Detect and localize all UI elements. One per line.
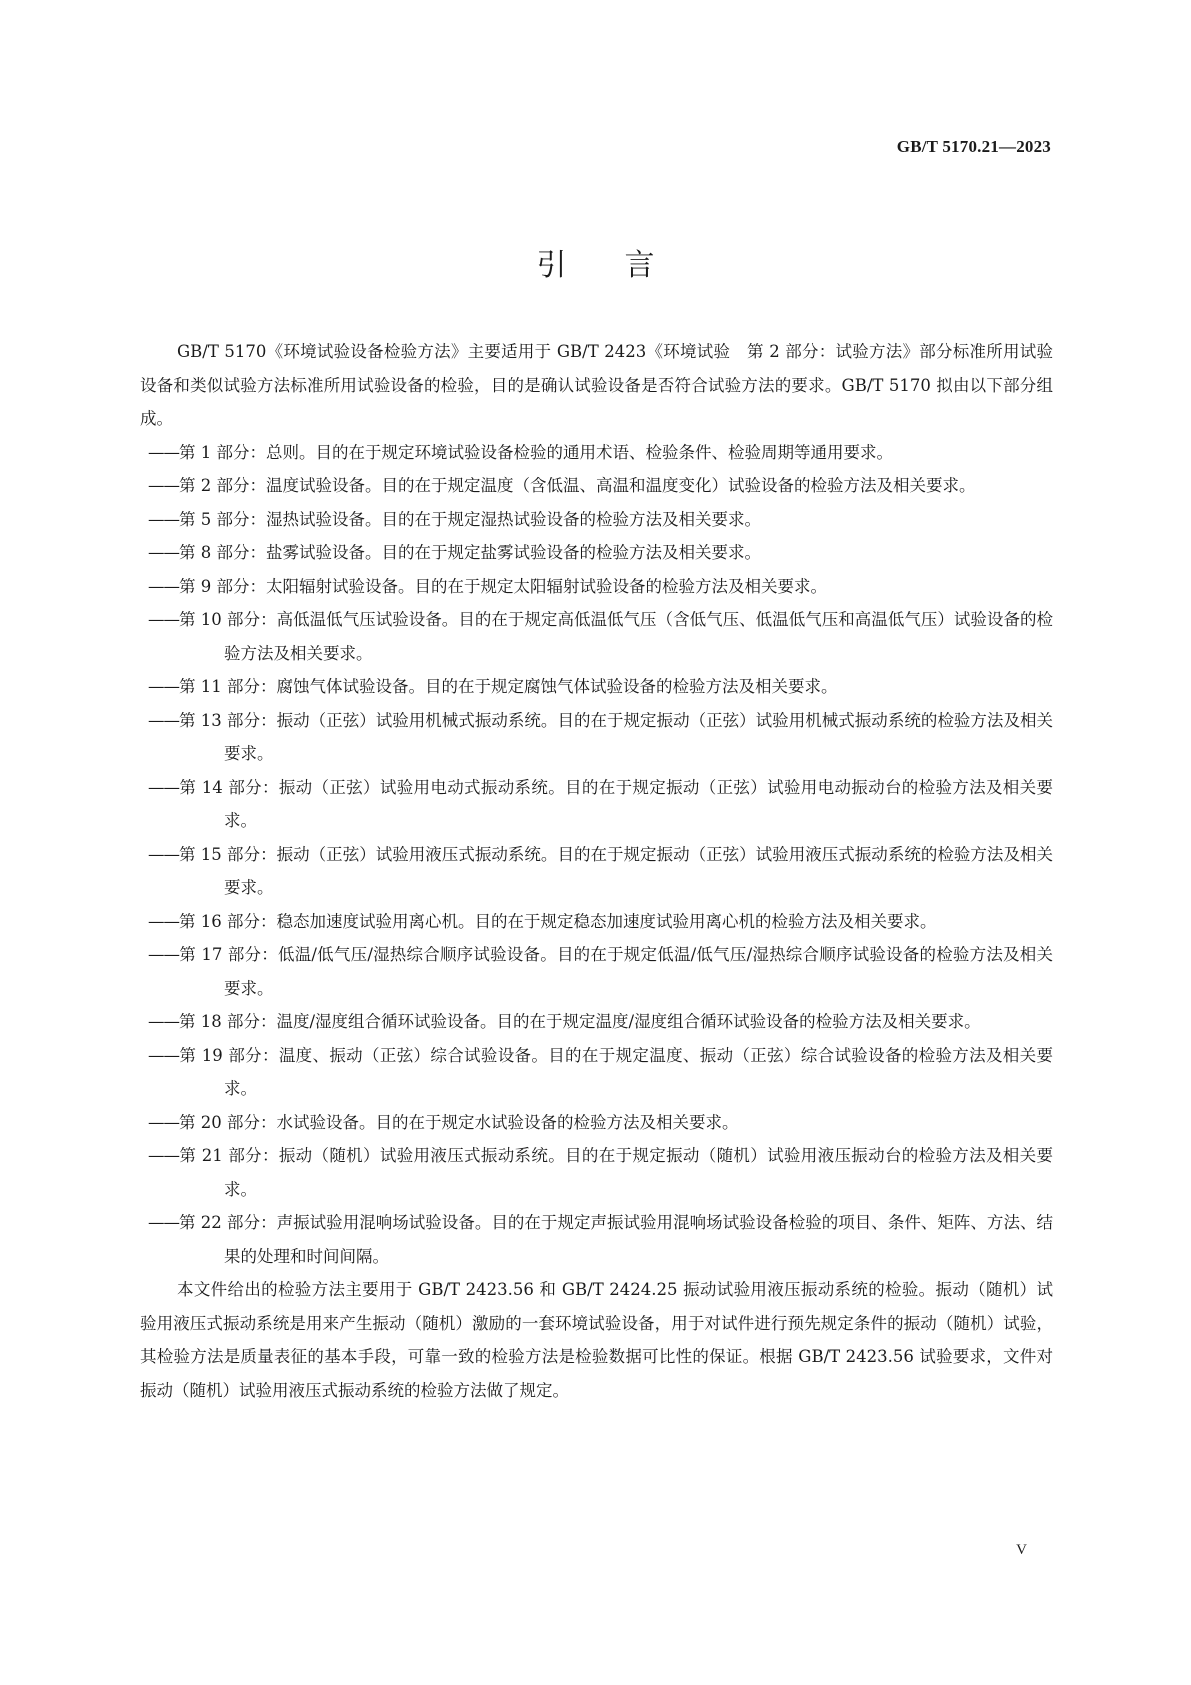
list-item: ——第 10 部分：高低温低气压试验设备。目的在于规定高低温低气压（含低气压、低温低气压和高温低气压）试验设备的检验方法及相关要求。	[148, 610, 1053, 663]
closing-paragraph: 本文件给出的检验方法主要用于 GB/T 2423.56 和 GB/T 2424.25 振动试验用液压振动系统的检验。振动（随机）试验用液压式振动系统是用来产生振动（随机）激励的一套环境试验设备，用于对试件进行预先规定条件的振动（随机）试验，其检验方法是质量表征的基本手段，可靠一致的检验方法是检验数据可比性的保证。根据 GB/T 2423.56 试验要求，文件对振动（随机）试验用液压式振动系统的检验方法做了规定。	[140, 1280, 1053, 1400]
list-item: ——第 5 部分：湿热试验设备。目的在于规定湿热试验设备的检验方法及相关要求。	[148, 509, 761, 529]
list-item: ——第 20 部分：水试验设备。目的在于规定水试验设备的检验方法及相关要求。	[148, 1112, 739, 1132]
list-item: ——第 14 部分：振动（正弦）试验用电动式振动系统。目的在于规定振动（正弦）试验用电动振动台的检验方法及相关要求。	[148, 777, 1053, 830]
list-item: ——第 11 部分：腐蚀气体试验设备。目的在于规定腐蚀气体试验设备的检验方法及相关要求。	[148, 677, 838, 696]
page-number: V	[1016, 1542, 1027, 1558]
dash-marker: ——	[148, 543, 179, 562]
list-item: ——第 17 部分：低温/低气压/湿热综合顺序试验设备。目的在于规定低温/低气压/湿热综合顺序试验设备的检验方法及相关要求。	[148, 945, 1053, 998]
page-title: 引言	[536, 248, 713, 283]
dash-marker: ——	[148, 945, 179, 964]
dash-marker: ——	[148, 710, 179, 730]
dash-marker: ——	[148, 1112, 179, 1132]
list-item: ——第 8 部分：盐雾试验设备。目的在于规定盐雾试验设备的检验方法及相关要求。	[148, 543, 761, 562]
dash-marker: ——	[148, 442, 179, 462]
parts-list	[140, 436, 1053, 1274]
list-item: ——第 1 部分：总则。目的在于规定环境试验设备检验的通用术语、检验条件、检验周期等通用要求。	[148, 442, 893, 462]
dash-marker: ——	[148, 1146, 179, 1165]
list-item: ——第 16 部分：稳态加速度试验用离心机。目的在于规定稳态加速度试验用离心机的检验方法及相关要求。	[148, 911, 937, 931]
intro-paragraph: GB/T 5170《环境试验设备检验方法》主要适用于 GB/T 2423《环境试验 第 2 部分：试验方法》部分标准所用试验设备和类似试验方法标准所用试验设备的检验，目的是确认试验设备是否符合试验方法的要求。GB/T 5170 拟由以下部分组成。	[140, 342, 1053, 428]
dash-marker: ——	[148, 1012, 179, 1031]
dash-marker: ——	[148, 576, 179, 596]
dash-marker: ——	[148, 777, 179, 797]
document-number: GB/T 5170.21—2023	[896, 137, 1051, 156]
dash-marker: ——	[148, 677, 179, 696]
dash-marker: ——	[148, 1213, 179, 1232]
list-item: ——第 2 部分：温度试验设备。目的在于规定温度（含低温、高温和温度变化）试验设备的检验方法及相关要求。	[148, 476, 976, 495]
list-item: ——第 19 部分：温度、振动（正弦）综合试验设备。目的在于规定温度、振动（正弦）综合试验设备的检验方法及相关要求。	[148, 1045, 1053, 1098]
dash-marker: ——	[148, 610, 179, 629]
list-item: ——第 22 部分：声振试验用混响场试验设备。目的在于规定声振试验用混响场试验设备检验的项目、条件、矩阵、方法、结果的处理和时间间隔。	[148, 1213, 1053, 1266]
dash-marker: ——	[148, 476, 179, 495]
list-item: ——第 21 部分：振动（随机）试验用液压式振动系统。目的在于规定振动（随机）试验用液压振动台的检验方法及相关要求。	[148, 1146, 1053, 1199]
dash-marker: ——	[148, 911, 179, 931]
list-item: ——第 18 部分：温度/湿度组合循环试验设备。目的在于规定温度/湿度组合循环试验设备的检验方法及相关要求。	[148, 1012, 981, 1031]
dash-marker: ——	[148, 509, 179, 529]
dash-marker: ——	[148, 844, 179, 864]
dash-marker: ——	[148, 1045, 179, 1065]
list-item: ——第 15 部分：振动（正弦）试验用液压式振动系统。目的在于规定振动（正弦）试验用液压式振动系统的检验方法及相关要求。	[148, 844, 1053, 897]
list-item: ——第 9 部分：太阳辐射试验设备。目的在于规定太阳辐射试验设备的检验方法及相关要求。	[148, 576, 827, 596]
list-item: ——第 13 部分：振动（正弦）试验用机械式振动系统。目的在于规定振动（正弦）试验用机械式振动系统的检验方法及相关要求。	[148, 710, 1053, 763]
body-content	[140, 335, 1053, 1407]
